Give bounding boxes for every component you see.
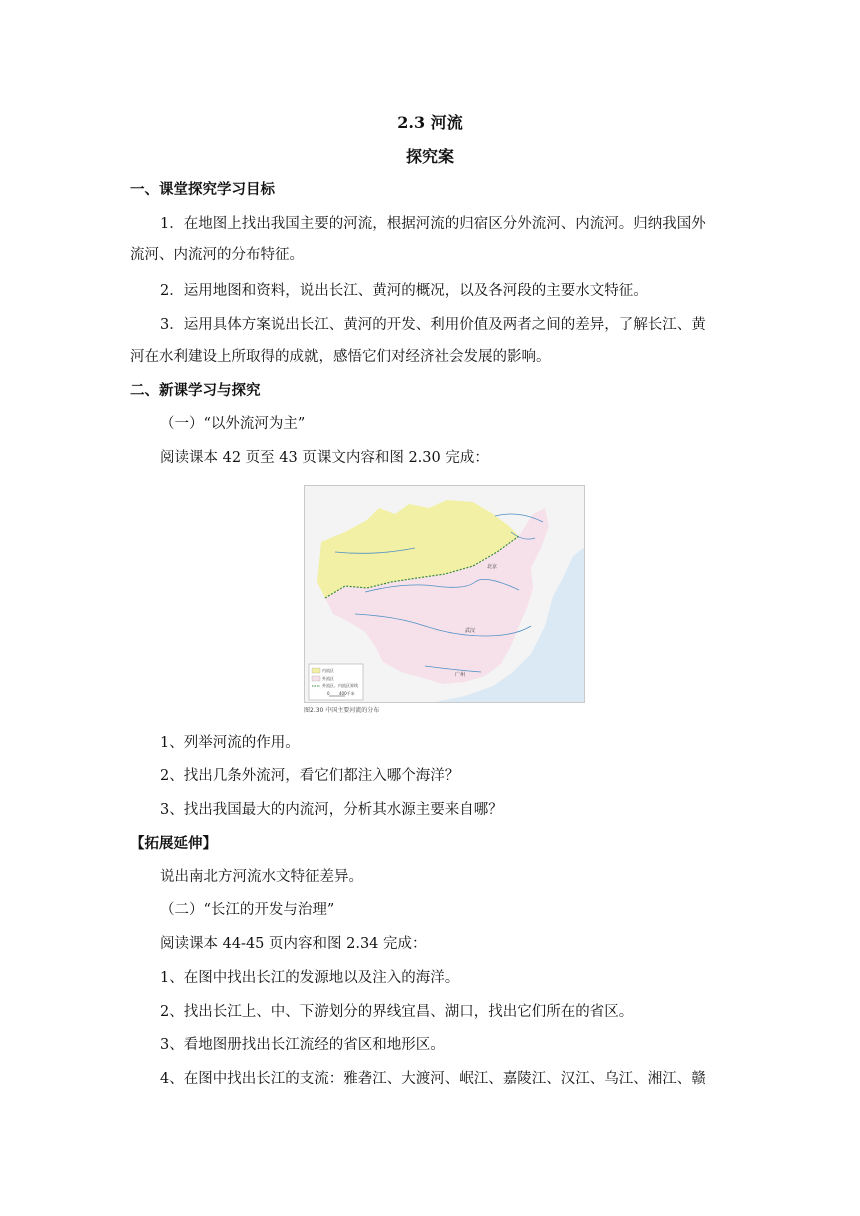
scale-label: 400千米	[339, 691, 355, 696]
china-rivers-map	[304, 485, 585, 703]
extension-heading: 【拓展延伸】	[130, 835, 217, 852]
part1-question-3: 3、找出我国最大的内流河，分析其水源主要来自哪？	[160, 802, 503, 818]
part1-instruction: 阅读课本 42 页至 43 页课文内容和图 2.30 完成：	[160, 450, 489, 466]
objective-2: 2．运用地图和资料，说出长江、黄河的概况，以及各河段的主要水文特征。	[160, 283, 648, 299]
city-label-beijing: 北京	[487, 564, 498, 570]
objective-3-line1: 3．运用具体方案说出长江、黄河的开发、利用价值及两者之间的差异，了解长江、黄	[160, 317, 706, 333]
scale-zero: 0	[327, 691, 330, 696]
extension-text: 说出南北方河流水文特征差异。	[160, 869, 363, 885]
part1-question-2: 2、找出几条外流河，看它们都注入哪个海洋？	[160, 768, 460, 784]
part2-question-3: 3、看地图册找出长江流经的省区和地形区。	[160, 1037, 445, 1053]
objective-3-line2: 河在水利建设上所取得的成就，感悟它们对经济社会发展的影响。	[130, 349, 551, 365]
map-svg	[305, 486, 585, 703]
city-label-guangzhou: 广州	[455, 672, 466, 678]
legend-swatch-inland	[312, 668, 320, 673]
part2-instruction: 阅读课本 44-45 页内容和图 2.34 完成：	[160, 936, 427, 952]
part2-title: （二）“长江的开发与治理”	[160, 902, 335, 918]
page-subtitle: 探究案	[405, 147, 454, 166]
legend-label-outflow: 外流区	[322, 676, 334, 681]
objective-1-line1: 1．在地图上找出我国主要的河流，根据河流的归宿区分外流河、内流河。归纳我国外	[160, 216, 706, 232]
part2-question-4: 4、在图中找出长江的支流：雅砻江、大渡河、岷江、嘉陵江、汉江、乌江、湘江、赣	[160, 1071, 706, 1087]
page-title: 2.3 河流	[397, 113, 463, 132]
map-legend	[309, 664, 363, 700]
legend-label-boundary: 外流区、内流区界线	[322, 683, 358, 688]
part2-question-2: 2、找出长江上、中、下游划分的界线宜昌、湖口，找出它们所在的省区。	[160, 1004, 634, 1020]
legend-label-inland: 内流区	[322, 668, 334, 673]
legend-swatch-outflow	[312, 676, 320, 681]
city-label-wuhan: 武汉	[465, 628, 476, 634]
part1-question-1: 1、列举河流的作用。	[160, 735, 300, 751]
objective-1-line2: 流河、内流河的分布特征。	[130, 247, 304, 263]
section2-heading: 二、新课学习与探究	[130, 382, 261, 399]
part1-title: （一）“以外流河为主”	[160, 416, 306, 432]
part2-question-1: 1、在图中找出长江的发源地以及注入的海洋。	[160, 970, 460, 986]
section1-heading: 一、课堂探究学习目标	[130, 181, 275, 198]
map-caption: 图2.30 中国主要河流的分布	[304, 707, 380, 714]
